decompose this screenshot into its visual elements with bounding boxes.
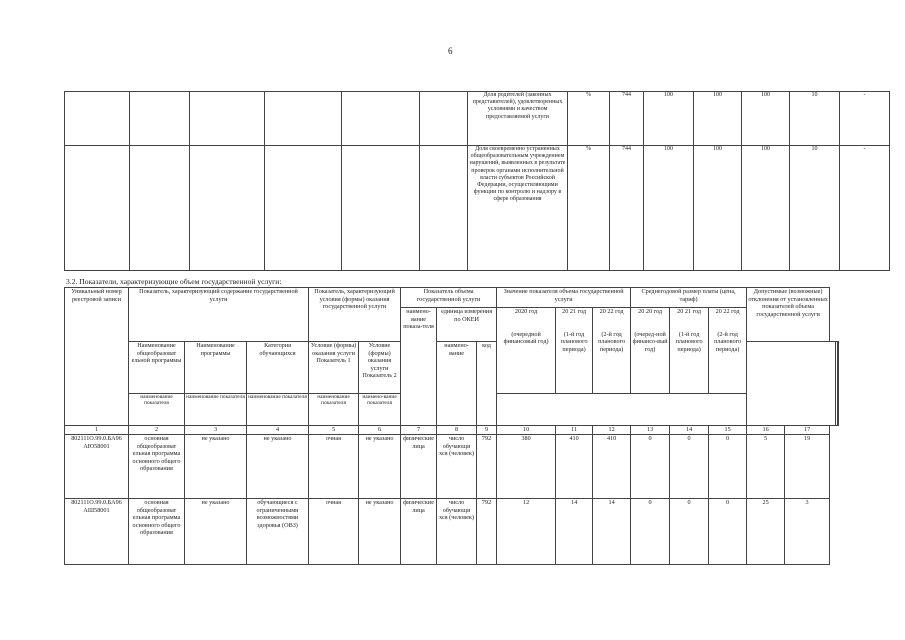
section-title: 3.2. Показатели, характеризующие объем государственной услуги: <box>66 277 282 286</box>
table-row: 802111О.99.0.БА96 АЮ58001 основная общеобразоват ельная программа основного общего образования не указано не указано очная не указано физические лица число обучающи хся (человек) 792 380 410 410 0 0 0 5 19 <box>65 435 839 499</box>
condition-col1-header: Условие (формы) оказания услуги Показатель 1 <box>309 342 359 394</box>
unit-okei-header: единица измерения по ОКЕИ <box>437 308 497 342</box>
deviation-group-header: Допустимые (возможные) отклонения от установленных показателей объема государственной услуги <box>747 288 830 342</box>
condition-col2-header: Условие (формы) оказания услуги Показатель 2 <box>359 342 401 394</box>
fee-2022-header: 20 22 год (2-й год планового периода) <box>709 308 747 394</box>
year-2020-header: 2020 год (очередной финансовый год) <box>497 308 556 394</box>
quality-row: Доля своевременно устраненных общеобразовательным учреждением нарушений, выявленных в результате проверок органами исполнительной власти субъектов Российской Федерации, осуществляющими функции по контролю и надзору в сфере образования % 744 100 100 100 10 - <box>65 146 890 271</box>
quality-indicators-table <box>64 91 890 271</box>
unit-name-header: наимено-вание <box>437 342 477 426</box>
column-numbers-row: 1 2 3 4 5 6 7 8 9 10 11 12 13 14 15 16 17 <box>65 426 839 435</box>
page-number: 6 <box>448 46 453 56</box>
fee-2021-header: 20 21 год (1-й год планового периода) <box>670 308 709 394</box>
fee-group-header: Среднегодовой размер платы (цена, тариф) <box>631 288 747 308</box>
content-col2-header: Наименование программы <box>185 342 247 394</box>
volume-indicators-table: Уникальный номер реестровой записи Показатель, характеризующий содержание государственной услуги Показатель, характеризующий условия (формы) оказания государственной услуги Показатель объема государственной услуги Значение показателя объема государственной услуги Среднегодовой размер платы (цена, тариф) Допустимые (возможные) отклонения от установленных показателей объема государственной услуги наимено-вание показа-теля единица измерения по ОКЕИ 2020 год (очередной финансовый год) 20 21 год (1-й год планового периода) 20 22 год (2-й год планового периода) 20 20 год (очеред-ной финансо-вый год) 20 21 год (1-й год планового периода) 20 22 год (2-й год планового периода) Наименование общеобразоват ельной программы Наименование программы Категория обучающихся Условие (формы) оказания услуги Показатель 1 Условие (формы) оказания услуги Показатель 2 наимено-вание код наименование показателя наименование показателя наименование показателя наименование показателя наимено-вание показателя 1 2 3 4 5 6 7 8 9 10 11 12 13 14 15 16 17 802111О.99.0.БА96 АЮ58001 основная общеобразоват ельная программа основного общего образования не указано не указано очная не указано физические лица число обучающи хся (человек) 792 380 410 410 0 0 0 5 19 802111О.99.0.БА96 АШ58001 основная общеобразоват ельная программа основного общего образования не указано обучающиеся с ограниченными возможностями здоровья (ОВЗ) очная не указано физические лица число обучающи хся (человек) 792 12 14 14 0 0 0 25 3 <box>64 287 839 565</box>
deviation-abs-header <box>837 342 838 426</box>
content-group-header: Показатель, характеризующий содержание государственной услуги <box>129 288 309 342</box>
table-row: 802111О.99.0.БА96 АШ58001 основная общеобразоват ельная программа основного общего образования не указано обучающиеся с ограниченными возможностями здоровья (ОВЗ) очная не указано физические лица число обучающи хся (человек) 792 12 14 14 0 0 0 25 3 <box>65 499 839 565</box>
volume-value-group-header: Значение показателя объема государственной услуги <box>497 288 631 308</box>
conditions-group-header: Показатель, характеризующий условия (формы) оказания государственной услуги <box>309 288 401 342</box>
content-col1-header: Наименование общеобразоват ельной программы <box>129 342 185 394</box>
quality-row: Доля родителей (законных представителей), удовлетворенных условиями и качеством предоставляемой услуги % 744 100 100 100 10 - <box>65 92 890 146</box>
unit-code-header: код <box>477 342 497 426</box>
volume-name-header: наимено-вание показа-теля <box>401 308 437 426</box>
reg-number-header: Уникальный номер реестровой записи <box>65 288 129 426</box>
volume-group-header: Показатель объема государственной услуги <box>401 288 497 308</box>
fee-2020-header: 20 20 год (очеред-ной финансо-вый год) <box>631 308 670 394</box>
year-2021-header: 20 21 год (1-й год планового периода) <box>556 308 593 394</box>
year-2022-header: 20 22 год (2-й год планового периода) <box>593 308 631 394</box>
content-col3-header: Категория обучающихся <box>247 342 309 394</box>
